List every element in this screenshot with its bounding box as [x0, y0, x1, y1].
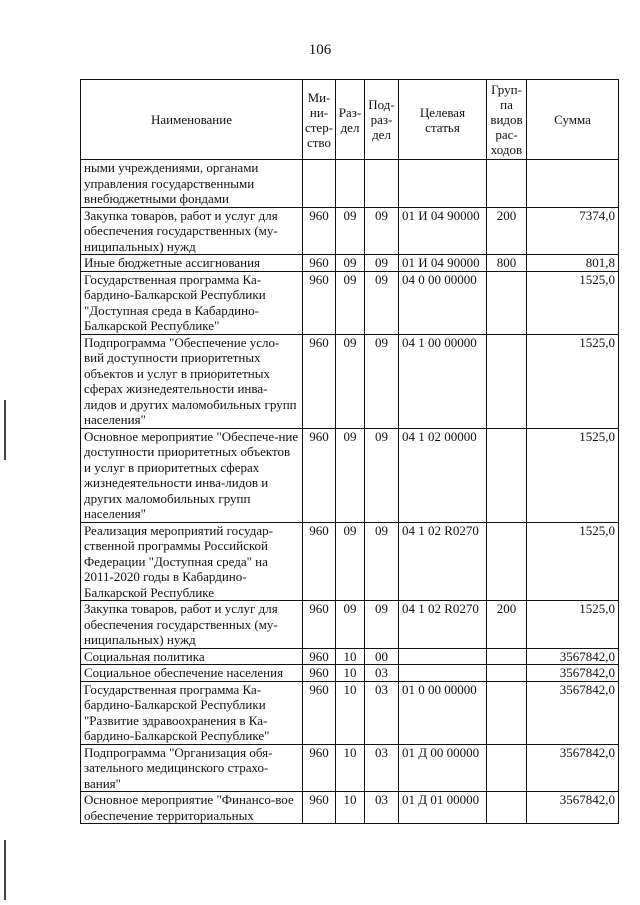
cell-section: 10 — [336, 744, 365, 792]
cell-section: 09 — [336, 207, 365, 255]
cell-subsection: 00 — [365, 648, 399, 665]
cell-section: 10 — [336, 648, 365, 665]
table-row — [81, 207, 619, 255]
cell-section: 09 — [336, 255, 365, 272]
cell-group — [487, 681, 527, 744]
cell-group — [487, 744, 527, 792]
cell-section: 10 — [336, 665, 365, 682]
table-row — [81, 744, 619, 792]
header-group: Груп- па видов рас- ходов — [487, 80, 527, 160]
cell-target: 01 Д 01 00000 — [399, 792, 487, 824]
cell-name: Социальное обеспечение населения — [81, 665, 303, 682]
cell-ministry — [303, 160, 336, 208]
table-row — [81, 334, 619, 428]
cell-ministry: 960 — [303, 428, 336, 522]
cell-name: Основное мероприятие "Обеспече-ние доступности приоритетных объектов и услуг в приоритетных сферах жизнедеятельности инва-лидов и других маломобильных групп населения" — [81, 428, 303, 522]
cell-section: 09 — [336, 601, 365, 649]
table-row — [81, 271, 619, 334]
cell-target: 01 0 00 00000 — [399, 681, 487, 744]
cell-subsection: 09 — [365, 522, 399, 601]
cell-subsection: 09 — [365, 207, 399, 255]
cell-name: Основное мероприятие "Финансо-вое обеспечение территориальных — [81, 792, 303, 824]
cell-target: 01 И 04 90000 — [399, 255, 487, 272]
cell-ministry: 960 — [303, 681, 336, 744]
cell-subsection: 03 — [365, 681, 399, 744]
cell-name: Закупка товаров, работ и услуг для обеспечения государственных (му-ниципальных) нужд — [81, 207, 303, 255]
cell-group — [487, 160, 527, 208]
cell-subsection: 03 — [365, 792, 399, 824]
cell-sum: 3567842,0 — [527, 792, 619, 824]
table-row — [81, 522, 619, 601]
cell-name: Государственная программа Ка-бардино-Балкарской Республики "Развитие здравоохранения в Ка-бардино-Балкарской Республике" — [81, 681, 303, 744]
cell-ministry: 960 — [303, 601, 336, 649]
cell-group — [487, 665, 527, 682]
cell-group: 200 — [487, 207, 527, 255]
cell-section: 09 — [336, 271, 365, 334]
cell-subsection: 09 — [365, 334, 399, 428]
cell-subsection: 03 — [365, 665, 399, 682]
cell-ministry: 960 — [303, 665, 336, 682]
cell-sum: 1525,0 — [527, 601, 619, 649]
cell-name: Закупка товаров, работ и услуг для обеспечения государственных (му-ниципальных) нужд — [81, 601, 303, 649]
table-row — [81, 428, 619, 522]
page-number: 106 — [308, 42, 332, 58]
cell-target: 04 1 00 00000 — [399, 334, 487, 428]
table-row — [81, 665, 619, 682]
table-row — [81, 792, 619, 824]
cell-ministry: 960 — [303, 648, 336, 665]
cell-section: 10 — [336, 792, 365, 824]
cell-subsection — [365, 160, 399, 208]
cell-group: 200 — [487, 601, 527, 649]
cell-sum: 7374,0 — [527, 207, 619, 255]
cell-ministry: 960 — [303, 271, 336, 334]
cell-sum: 3567842,0 — [527, 744, 619, 792]
scan-edge-mark — [4, 400, 6, 460]
cell-target: 04 0 00 00000 — [399, 271, 487, 334]
budget-table — [80, 79, 619, 824]
cell-subsection: 03 — [365, 744, 399, 792]
table-row — [81, 601, 619, 649]
cell-section: 10 — [336, 681, 365, 744]
cell-target: 04 1 02 00000 — [399, 428, 487, 522]
cell-group — [487, 522, 527, 601]
cell-name: Иные бюджетные ассигнования — [81, 255, 303, 272]
cell-group — [487, 428, 527, 522]
cell-target — [399, 665, 487, 682]
header-row — [81, 80, 619, 160]
cell-section: 09 — [336, 334, 365, 428]
cell-name: Реализация мероприятий государ-ственной программы Российской Федерации "Доступная среда" на 2011-2020 годы в Кабардино-Балкарской Республике — [81, 522, 303, 601]
table-row — [81, 648, 619, 665]
cell-ministry: 960 — [303, 255, 336, 272]
cell-sum: 3567842,0 — [527, 648, 619, 665]
cell-target — [399, 160, 487, 208]
cell-name: Социальная политика — [81, 648, 303, 665]
cell-ministry: 960 — [303, 744, 336, 792]
cell-subsection: 09 — [365, 255, 399, 272]
cell-group — [487, 648, 527, 665]
cell-group — [487, 792, 527, 824]
table-row — [81, 255, 619, 272]
cell-group — [487, 334, 527, 428]
cell-name: Подпрограмма "Организация обя-зательного медицинского страхо-вания" — [81, 744, 303, 792]
cell-name: ными учреждениями, органами управления государственными внебюджетными фондами — [81, 160, 303, 208]
cell-sum: 801,8 — [527, 255, 619, 272]
cell-target: 04 1 02 R0270 — [399, 601, 487, 649]
cell-ministry: 960 — [303, 207, 336, 255]
cell-ministry: 960 — [303, 334, 336, 428]
table-row — [81, 160, 619, 208]
cell-sum: 1525,0 — [527, 271, 619, 334]
cell-name: Государственная программа Ка-бардино-Балкарской Республики "Доступная среда в Кабардино-Балкарской Республике" — [81, 271, 303, 334]
cell-sum — [527, 160, 619, 208]
cell-section — [336, 160, 365, 208]
table-row — [81, 681, 619, 744]
header-sum: Сумма — [527, 80, 619, 160]
cell-target: 04 1 02 R0270 — [399, 522, 487, 601]
header-name: Наименование — [81, 80, 303, 160]
cell-subsection: 09 — [365, 271, 399, 334]
cell-section: 09 — [336, 522, 365, 601]
header-target: Целевая статья — [399, 80, 487, 160]
cell-group: 800 — [487, 255, 527, 272]
header-section: Раз- дел — [336, 80, 365, 160]
cell-ministry: 960 — [303, 522, 336, 601]
header-subsection: Под- раз- дел — [365, 80, 399, 160]
cell-subsection: 09 — [365, 601, 399, 649]
header-ministry: Ми- ни- стер- ство — [303, 80, 336, 160]
cell-sum: 3567842,0 — [527, 681, 619, 744]
scan-edge-mark — [4, 840, 6, 900]
cell-group — [487, 271, 527, 334]
cell-subsection: 09 — [365, 428, 399, 522]
cell-ministry: 960 — [303, 792, 336, 824]
cell-sum: 3567842,0 — [527, 665, 619, 682]
cell-sum: 1525,0 — [527, 522, 619, 601]
cell-target — [399, 648, 487, 665]
cell-sum: 1525,0 — [527, 334, 619, 428]
cell-target: 01 И 04 90000 — [399, 207, 487, 255]
cell-target: 01 Д 00 00000 — [399, 744, 487, 792]
cell-section: 09 — [336, 428, 365, 522]
cell-name: Подпрограмма "Обеспечение усло-вий доступности приоритетных объектов и услуг в приоритетных сферах жизнедеятельности инва-лидов и других маломобильных групп населения" — [81, 334, 303, 428]
cell-sum: 1525,0 — [527, 428, 619, 522]
